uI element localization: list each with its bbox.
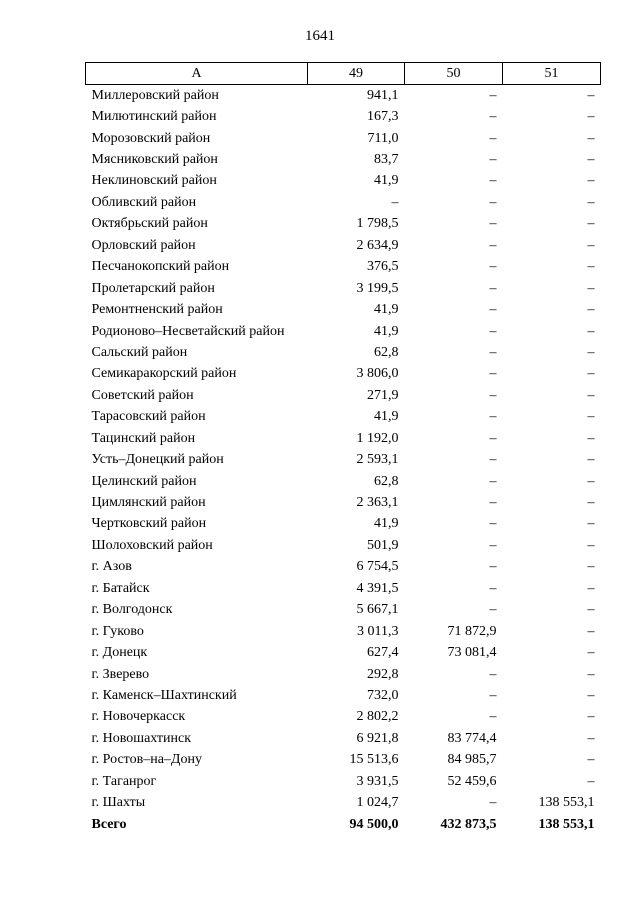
value-cell-49: 1 192,0 — [356, 430, 399, 446]
value-cell-51: – — [587, 152, 595, 168]
row-name-cell: Шолоховский район — [91, 537, 213, 553]
row-name-cell: Пролетарский район — [91, 280, 215, 296]
table-row — [86, 428, 601, 449]
value-cell-50: – — [489, 559, 497, 575]
value-cell-49: 3 199,5 — [356, 280, 399, 296]
row-name-cell: Милютинский район — [91, 109, 217, 125]
row-name-cell: Советский район — [91, 387, 194, 403]
value-cell-51: – — [587, 216, 595, 232]
value-cell-51: – — [587, 645, 595, 661]
row-name-cell: г. Ростов–на–Дону — [91, 752, 202, 768]
value-cell-49: 2 802,2 — [356, 709, 399, 725]
value-cell-49: 6 754,5 — [356, 559, 399, 575]
value-cell-51: – — [587, 280, 595, 296]
table-row — [86, 257, 601, 278]
value-cell-51: – — [587, 666, 595, 682]
value-cell-51: – — [587, 752, 595, 768]
value-cell-49: 167,3 — [367, 109, 399, 125]
table-row — [86, 299, 601, 320]
page-number: 1641 — [305, 28, 335, 44]
table-row — [86, 557, 601, 578]
row-name-cell: Мясниковский район — [91, 152, 218, 168]
value-cell-50: – — [489, 387, 497, 403]
row-name-cell: Морозовский район — [91, 130, 211, 146]
value-cell-50: – — [489, 495, 497, 511]
table-row — [86, 407, 601, 428]
value-cell-51: – — [587, 473, 595, 489]
value-cell-51: – — [587, 516, 595, 532]
row-name-cell: г. Гуково — [91, 623, 144, 639]
value-cell-51: – — [587, 537, 595, 553]
value-cell-49: 83,7 — [374, 152, 399, 168]
value-cell-49: 501,9 — [367, 537, 399, 553]
value-cell-50: – — [489, 302, 497, 318]
row-name-cell: г. Батайск — [91, 580, 150, 596]
table-row — [86, 492, 601, 513]
value-cell-51: – — [587, 237, 595, 253]
total-cell-50: 432 873,5 — [440, 816, 497, 832]
value-cell-51: – — [587, 130, 595, 146]
value-cell-49: 15 513,6 — [349, 752, 399, 768]
value-cell-51: – — [587, 452, 595, 468]
table-row — [86, 321, 601, 342]
value-cell-49: 3 806,0 — [356, 366, 399, 382]
row-name-cell: Октябрьский район — [91, 216, 208, 232]
table-row — [86, 235, 601, 256]
total-cell-51: 138 553,1 — [538, 816, 595, 832]
table-row — [86, 449, 601, 470]
value-cell-50: – — [489, 666, 497, 682]
value-cell-50: 71 872,9 — [447, 623, 497, 639]
row-name-cell: Семикаракорский район — [91, 366, 237, 382]
value-cell-49: 41,9 — [374, 173, 399, 189]
value-cell-50: – — [489, 173, 497, 189]
row-name-cell: г. Зверево — [91, 666, 150, 682]
value-cell-51: – — [587, 580, 595, 596]
row-name-cell: Тацинский район — [91, 430, 196, 446]
value-cell-51: – — [587, 623, 595, 639]
value-cell-49: 41,9 — [374, 323, 399, 339]
value-cell-50: – — [489, 130, 497, 146]
value-cell-50: – — [489, 537, 497, 553]
value-cell-49: 3 011,3 — [357, 623, 399, 639]
table-row — [86, 171, 601, 192]
value-cell-51: – — [587, 409, 595, 425]
total-cell-49: 94 500,0 — [349, 816, 399, 832]
value-cell-49: 3 931,5 — [356, 773, 399, 789]
value-cell-51: – — [587, 259, 595, 275]
value-cell-50: – — [489, 473, 497, 489]
value-cell-51: – — [587, 87, 595, 103]
table-row — [86, 514, 601, 535]
value-cell-50: – — [489, 602, 497, 618]
value-cell-51: – — [587, 366, 595, 382]
value-cell-51: – — [587, 173, 595, 189]
value-cell-50: – — [489, 280, 497, 296]
table-row — [86, 642, 601, 663]
table-row — [86, 192, 601, 213]
value-cell-51: – — [587, 773, 595, 789]
value-cell-50: – — [489, 194, 497, 210]
row-name-cell: г. Новочеркасск — [91, 709, 186, 725]
row-name-cell: Обливский район — [91, 194, 197, 210]
value-cell-51: 138 553,1 — [538, 795, 595, 811]
value-cell-51: – — [587, 602, 595, 618]
row-name-cell: г. Азов — [91, 559, 132, 575]
row-name-cell: Цимлянский район — [91, 495, 206, 511]
row-name-cell: Усть–Донецкий район — [91, 452, 224, 468]
row-name-cell: г. Волгодонск — [91, 602, 173, 618]
value-cell-49: 2 363,1 — [356, 495, 399, 511]
table-header-row — [86, 63, 601, 85]
table-row — [86, 128, 601, 149]
row-name-cell: г. Донецк — [91, 645, 148, 661]
row-name-cell: Сальский район — [91, 344, 188, 360]
row-name-cell: г. Новошахтинск — [91, 730, 192, 746]
value-cell-49: 292,8 — [367, 666, 399, 682]
value-cell-50: – — [489, 687, 497, 703]
value-cell-49: 6 921,8 — [356, 730, 399, 746]
value-cell-49: 376,5 — [367, 259, 399, 275]
table-row — [86, 278, 601, 299]
value-cell-49: 62,8 — [374, 473, 399, 489]
table-row — [86, 664, 601, 685]
value-cell-50: – — [489, 259, 497, 275]
value-cell-49: – — [391, 194, 399, 210]
value-cell-50: – — [489, 237, 497, 253]
value-cell-49: 4 391,5 — [356, 580, 399, 596]
value-cell-51: – — [587, 387, 595, 403]
value-cell-50: – — [489, 366, 497, 382]
row-name-cell: Неклиновский район — [91, 173, 217, 189]
row-name-cell: Родионово–Несветайский район — [91, 323, 285, 339]
value-cell-50: – — [489, 580, 497, 596]
value-cell-49: 627,4 — [367, 645, 399, 661]
row-name-cell: Чертковский район — [91, 516, 207, 532]
table-row — [86, 149, 601, 170]
value-cell-51: – — [587, 430, 595, 446]
row-name-cell: г. Таганрог — [91, 773, 157, 789]
value-cell-50: – — [489, 709, 497, 725]
value-cell-50: – — [489, 216, 497, 232]
data-table — [85, 62, 601, 835]
value-cell-49: 711,0 — [367, 130, 399, 146]
row-name-cell: Тарасовский район — [91, 409, 206, 425]
value-cell-51: – — [587, 194, 595, 210]
table-row — [86, 771, 601, 792]
value-cell-51: – — [587, 344, 595, 360]
table-body — [86, 85, 601, 836]
value-cell-51: – — [587, 302, 595, 318]
column-header-51: 51 — [503, 63, 601, 85]
table-row — [86, 342, 601, 363]
value-cell-50: – — [489, 409, 497, 425]
table-row — [86, 621, 601, 642]
value-cell-50: 73 081,4 — [447, 645, 497, 661]
row-name-cell: Миллеровский район — [91, 87, 219, 103]
value-cell-51: – — [587, 687, 595, 703]
value-cell-51: – — [587, 109, 595, 125]
value-cell-51: – — [587, 495, 595, 511]
table-row — [86, 85, 601, 107]
table-row — [86, 535, 601, 556]
row-name-cell: г. Каменск–Шахтинский — [91, 687, 237, 703]
table-row — [86, 214, 601, 235]
table-row — [86, 792, 601, 813]
value-cell-49: 41,9 — [374, 409, 399, 425]
value-cell-49: 5 667,1 — [356, 602, 399, 618]
table-row — [86, 578, 601, 599]
table-row — [86, 685, 601, 706]
value-cell-50: 84 985,7 — [447, 752, 497, 768]
row-name-cell: Орловский район — [91, 237, 196, 253]
table-row — [86, 728, 601, 749]
column-header-50: 50 — [405, 63, 503, 85]
row-name-cell: Ремонтненский район — [91, 302, 223, 318]
table-row — [86, 707, 601, 728]
value-cell-49: 41,9 — [374, 516, 399, 532]
value-cell-49: 41,9 — [374, 302, 399, 318]
table-row — [86, 471, 601, 492]
column-header-49: 49 — [308, 63, 405, 85]
value-cell-50: 83 774,4 — [447, 730, 497, 746]
value-cell-50: – — [489, 430, 497, 446]
value-cell-50: 52 459,6 — [447, 773, 497, 789]
table-row — [86, 385, 601, 406]
row-name-cell: Целинский район — [91, 473, 197, 489]
value-cell-49: 1 024,7 — [356, 795, 399, 811]
value-cell-50: – — [489, 109, 497, 125]
value-cell-50: – — [489, 795, 497, 811]
value-cell-49: 271,9 — [367, 387, 399, 403]
value-cell-50: – — [489, 152, 497, 168]
row-name-cell: г. Шахты — [91, 795, 146, 811]
value-cell-50: – — [489, 452, 497, 468]
total-label-cell: Всего — [91, 816, 127, 832]
value-cell-49: 1 798,5 — [356, 216, 399, 232]
table-row — [86, 106, 601, 127]
table-total-row — [86, 814, 601, 835]
column-header-a: А — [86, 63, 308, 85]
table-row — [86, 600, 601, 621]
table-row — [86, 364, 601, 385]
value-cell-49: 732,0 — [367, 687, 399, 703]
value-cell-50: – — [489, 87, 497, 103]
value-cell-49: 941,1 — [367, 87, 399, 103]
value-cell-49: 62,8 — [374, 344, 399, 360]
value-cell-51: – — [587, 323, 595, 339]
table-row — [86, 750, 601, 771]
row-name-cell: Песчанокопский район — [91, 259, 230, 275]
value-cell-51: – — [587, 730, 595, 746]
value-cell-50: – — [489, 516, 497, 532]
value-cell-50: – — [489, 344, 497, 360]
value-cell-51: – — [587, 559, 595, 575]
value-cell-49: 2 634,9 — [356, 237, 399, 253]
value-cell-51: – — [587, 709, 595, 725]
value-cell-50: – — [489, 323, 497, 339]
value-cell-49: 2 593,1 — [356, 452, 399, 468]
